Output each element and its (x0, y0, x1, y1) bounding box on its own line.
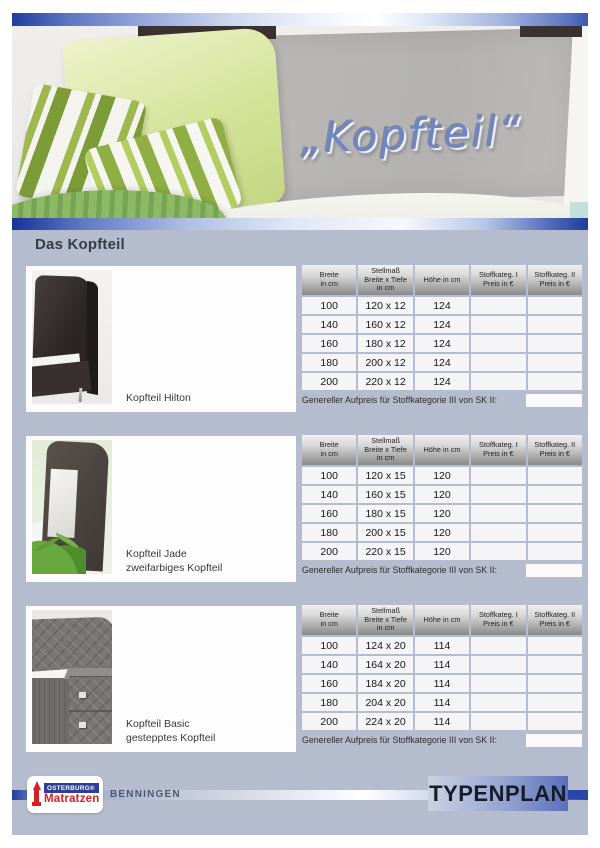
surcharge-row (302, 393, 582, 407)
cell-preis_sk1 (471, 335, 525, 352)
cell-hoehe: 124 (415, 316, 469, 333)
cell-preis_sk1 (471, 694, 525, 711)
column-header: Höhe in cm (415, 605, 469, 635)
surcharge-price-box (526, 394, 582, 407)
cell-preis_sk2 (528, 467, 582, 484)
cell-breite: 100 (302, 637, 356, 654)
column-header: Stellmaß Breite x Tiefe in cm (358, 435, 412, 465)
cell-stellmass: 184 x 20 (358, 675, 412, 692)
cell-preis_sk1 (471, 505, 525, 522)
brand-logo (27, 776, 103, 813)
top-accent-bar (12, 13, 588, 26)
product-panel (26, 606, 296, 752)
cell-breite: 200 (302, 373, 356, 390)
size-table (302, 265, 582, 390)
headboard-inner-panel-shape (47, 469, 78, 538)
cell-hoehe: 124 (415, 373, 469, 390)
cell-stellmass: 180 x 12 (358, 335, 412, 352)
cell-preis_sk2 (528, 354, 582, 371)
cell-hoehe: 114 (415, 656, 469, 673)
brand-name-bottom: Matratzen (44, 792, 100, 805)
cell-stellmass: 200 x 15 (358, 524, 412, 541)
surcharge-row (302, 563, 582, 577)
product-panel (26, 266, 296, 412)
cell-stellmass: 120 x 15 (358, 467, 412, 484)
cell-preis_sk1 (471, 297, 525, 314)
typenplan-label: TYPENPLAN (429, 780, 567, 806)
cell-breite: 160 (302, 675, 356, 692)
cell-stellmass: 200 x 12 (358, 354, 412, 371)
headboard-shape (32, 275, 91, 367)
cell-preis_sk1 (471, 467, 525, 484)
column-header: Stoffkateg. II Preis in € (528, 605, 582, 635)
hero-image (12, 26, 588, 218)
typenplan-badge (428, 776, 568, 811)
cell-breite: 100 (302, 297, 356, 314)
cell-preis_sk2 (528, 713, 582, 730)
column-header: Stoffkateg. I Preis in € (471, 265, 525, 295)
product-name-line: Kopfteil Basic (126, 718, 190, 730)
surcharge-row (302, 733, 582, 747)
cell-hoehe: 120 (415, 505, 469, 522)
cell-preis_sk1 (471, 524, 525, 541)
product-name (126, 392, 191, 406)
hero-title: „Kopfteil“ (299, 106, 524, 163)
cell-preis_sk2 (528, 524, 582, 541)
column-header: Breite in cm (302, 435, 356, 465)
product-name-line: zweifarbiges Kopfteil (126, 561, 223, 574)
surcharge-price-box (526, 734, 582, 747)
cell-preis_sk1 (471, 656, 525, 673)
product-photo (32, 610, 112, 744)
cell-hoehe: 120 (415, 524, 469, 541)
cell-preis_sk2 (528, 656, 582, 673)
cell-preis_sk1 (471, 486, 525, 503)
cell-preis_sk2 (528, 694, 582, 711)
mid-accent-bar (12, 218, 588, 230)
cell-breite: 180 (302, 354, 356, 371)
cell-preis_sk1 (471, 713, 525, 730)
surcharge-note: Genereller Aufpreis für Stoffkategorie III von SK II: (302, 735, 497, 745)
cell-stellmass: 220 x 15 (358, 543, 412, 560)
drawer-seam-shape (69, 710, 112, 712)
cell-breite: 140 (302, 486, 356, 503)
cell-breite: 200 (302, 713, 356, 730)
cell-preis_sk2 (528, 543, 582, 560)
cell-hoehe: 120 (415, 486, 469, 503)
cell-breite: 180 (302, 694, 356, 711)
cell-stellmass: 160 x 12 (358, 316, 412, 333)
product-name-line: Kopfteil Hilton (126, 391, 191, 404)
cell-hoehe: 114 (415, 675, 469, 692)
surcharge-note: Genereller Aufpreis für Stoffkategorie III von SK II: (302, 395, 497, 405)
column-header: Stoffkateg. I Preis in € (471, 605, 525, 635)
cell-preis_sk2 (528, 373, 582, 390)
cell-preis_sk2 (528, 675, 582, 692)
cell-breite: 140 (302, 656, 356, 673)
cell-breite: 160 (302, 335, 356, 352)
brand-name-top: OSTERBURG® (44, 783, 99, 793)
cell-hoehe: 114 (415, 694, 469, 711)
cell-hoehe: 120 (415, 543, 469, 560)
cell-preis_sk2 (528, 297, 582, 314)
product-panel (26, 436, 296, 582)
location-label: BENNINGEN (110, 789, 181, 800)
cell-preis_sk2 (528, 637, 582, 654)
cell-hoehe: 124 (415, 354, 469, 371)
cell-stellmass: 164 x 20 (358, 656, 412, 673)
bed-base-shape (32, 361, 91, 398)
product-photo (32, 440, 112, 574)
cell-breite: 100 (302, 467, 356, 484)
column-header: Höhe in cm (415, 435, 469, 465)
product-section (12, 435, 588, 587)
cell-hoehe: 120 (415, 467, 469, 484)
cell-breite: 160 (302, 505, 356, 522)
cell-stellmass: 204 x 20 (358, 694, 412, 711)
bed-leg-shape (79, 388, 83, 402)
tower-icon (31, 781, 42, 808)
cell-breite: 200 (302, 543, 356, 560)
product-section (12, 265, 588, 417)
cell-preis_sk1 (471, 637, 525, 654)
cell-stellmass: 180 x 15 (358, 505, 412, 522)
cell-preis_sk1 (471, 316, 525, 333)
cell-hoehe: 124 (415, 297, 469, 314)
surcharge-note: Genereller Aufpreis für Stoffkategorie III von SK II: (302, 565, 497, 575)
brand-logo-text (44, 783, 99, 806)
cell-hoehe: 114 (415, 713, 469, 730)
cell-hoehe: 114 (415, 637, 469, 654)
cell-preis_sk2 (528, 316, 582, 333)
cell-preis_sk2 (528, 486, 582, 503)
cell-breite: 180 (302, 524, 356, 541)
product-name (126, 718, 215, 745)
cell-stellmass: 224 x 20 (358, 713, 412, 730)
product-name (126, 548, 222, 575)
cell-preis_sk1 (471, 373, 525, 390)
cell-hoehe: 124 (415, 335, 469, 352)
cell-stellmass: 160 x 15 (358, 486, 412, 503)
product-photo (32, 270, 112, 404)
cell-stellmass: 220 x 12 (358, 373, 412, 390)
cell-preis_sk2 (528, 505, 582, 522)
cell-breite: 140 (302, 316, 356, 333)
cell-preis_sk2 (528, 335, 582, 352)
drawer-handle-shape (79, 692, 86, 698)
product-section (12, 605, 588, 757)
column-header: Stoffkateg. I Preis in € (471, 435, 525, 465)
product-name-line: gestepptes Kopfteil (126, 731, 216, 744)
column-header: Stellmaß Breite x Tiefe in cm (358, 265, 412, 295)
column-header: Stellmaß Breite x Tiefe in cm (358, 605, 412, 635)
size-table (302, 435, 582, 560)
size-table (302, 605, 582, 730)
cell-stellmass: 120 x 12 (358, 297, 412, 314)
column-header: Breite in cm (302, 605, 356, 635)
cell-preis_sk1 (471, 354, 525, 371)
cell-stellmass: 124 x 20 (358, 637, 412, 654)
cell-preis_sk1 (471, 675, 525, 692)
product-name-line: Kopfteil Jade (126, 548, 187, 560)
surcharge-price-box (526, 564, 582, 577)
column-header: Breite in cm (302, 265, 356, 295)
column-header: Stoffkateg. II Preis in € (528, 265, 582, 295)
cell-preis_sk1 (471, 543, 525, 560)
hero-wood-strip (520, 26, 582, 37)
drawer-handle-shape (79, 722, 86, 728)
column-header: Stoffkateg. II Preis in € (528, 435, 582, 465)
column-header: Höhe in cm (415, 265, 469, 295)
hero-corner-accent (570, 202, 588, 218)
page-title: Das Kopfteil (35, 236, 125, 253)
